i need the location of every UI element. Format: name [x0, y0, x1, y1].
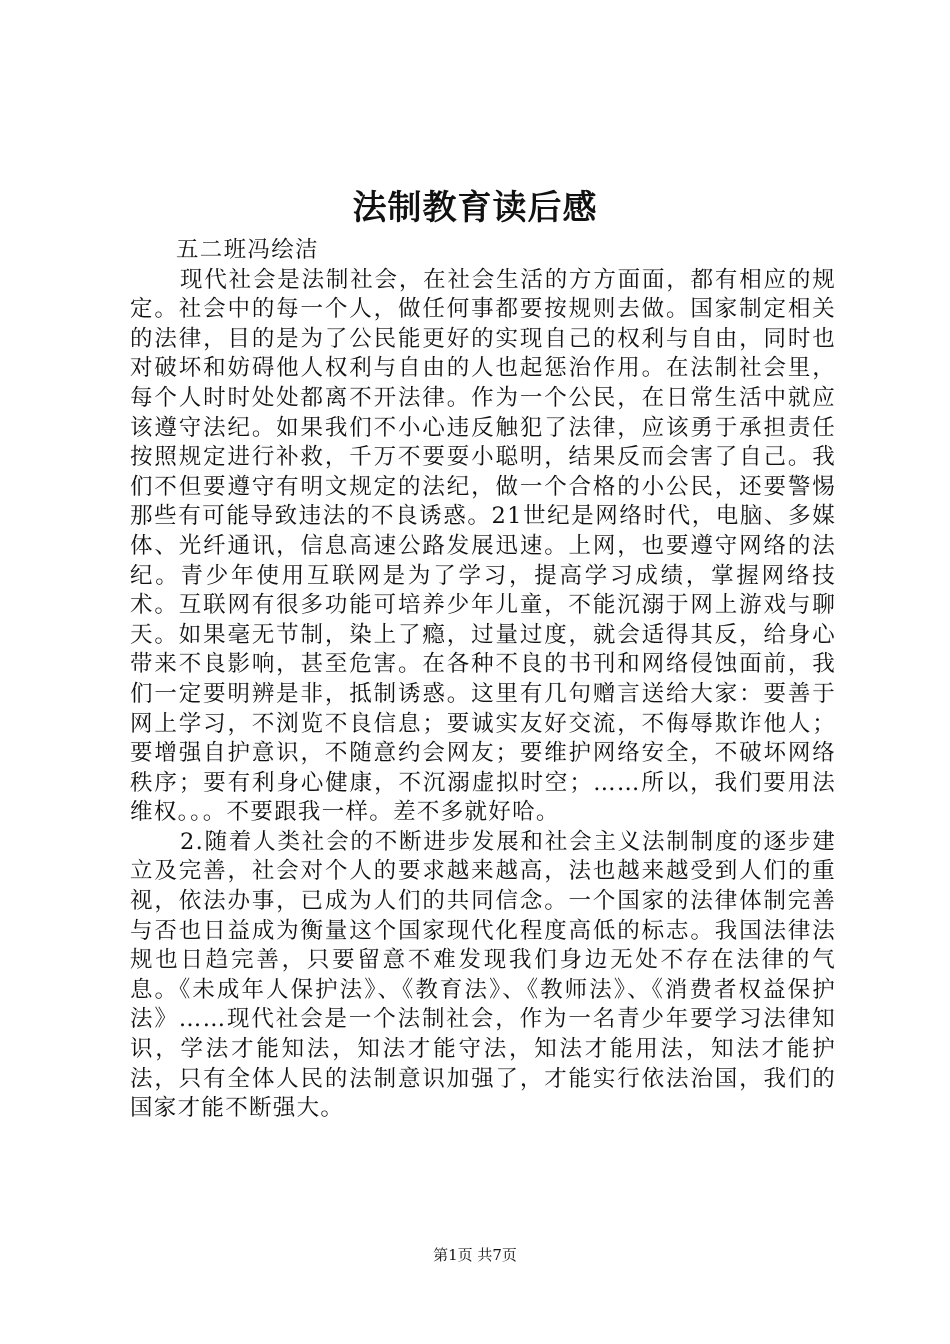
author-line: 五二班冯绘洁 [176, 237, 319, 263]
page-footer: 第1页 共7页 [433, 1246, 517, 1264]
paragraph-2: 2.随着人类社会的不断进步发展和社会主义法制制度的逐步建立及完善，社会对个人的要求越来越高，法也越来越受到人们的重视，依法办事，已成为人们的共同信念。一个国家的法律体制完善与否也日益成为衡量这个国家现代化程度高低的标志。我国法律法规也日趋完善，只要留意不难发现我们身边无处不存在法律的气息。《未成年人保护法》、《教育法》、《教师法》、《消费者权益保护法》……现代社会是一个法制社会，作为一名青少年要学习法律知识，学法才能知法，知法才能守法，知法才能用法，知法才能护法，只有全体人民的法制意识加强了，才能实行依法治国，我们的国家才能不断强大。 [130, 828, 836, 1122]
paragraph-1: 现代社会是法制社会，在社会生活的方方面面，都有相应的规定。社会中的每一个人，做任何事都要按规则去做。国家制定相关的法律，目的是为了公民能更好的实现自己的权利与自由，同时也对破坏和妨碍他人权利与自由的人也起惩治作用。在法制社会里，每个人时时处处都离不开法律。作为一个公民，在日常生活中就应该遵守法纪。如果我们不小心违反触犯了法律，应该勇于承担责任按照规定进行补救，千万不要耍小聪明，结果反而会害了自己。我们不但要遵守有明文规定的法纪，做一个合格的小公民，还要警惕那些有可能导致违法的不良诱惑。21世纪是网络时代，电脑、多媒体、光纤通讯，信息高速公路发展迅速。上网，也要遵守网络的法纪。青少年使用互联网是为了学习，提高学习成绩，掌握网络技术。互联网有很多功能可培养少年儿童，不能沉溺于网上游戏与聊天。如果毫无节制，染上了瘾，过量过度，就会适得其反，给身心带来不良影响，甚至危害。在各种不良的书刊和网络侵蚀面前，我们一定要明辨是非，抵制诱惑。这里有几句赠言送给大家：要善于网上学习，不浏览不良信息；要诚实友好交流，不侮辱欺诈他人；要增强自护意识，不随意约会网友；要维护网络安全，不破坏网络秩序；要有利身心健康，不沉溺虚拟时空；……所以，我们要用法维权。。。不要跟我一样。差不多就好哈。 [130, 266, 836, 826]
document-body [130, 236, 836, 1124]
document-title: 法制教育读后感 [352, 188, 598, 228]
